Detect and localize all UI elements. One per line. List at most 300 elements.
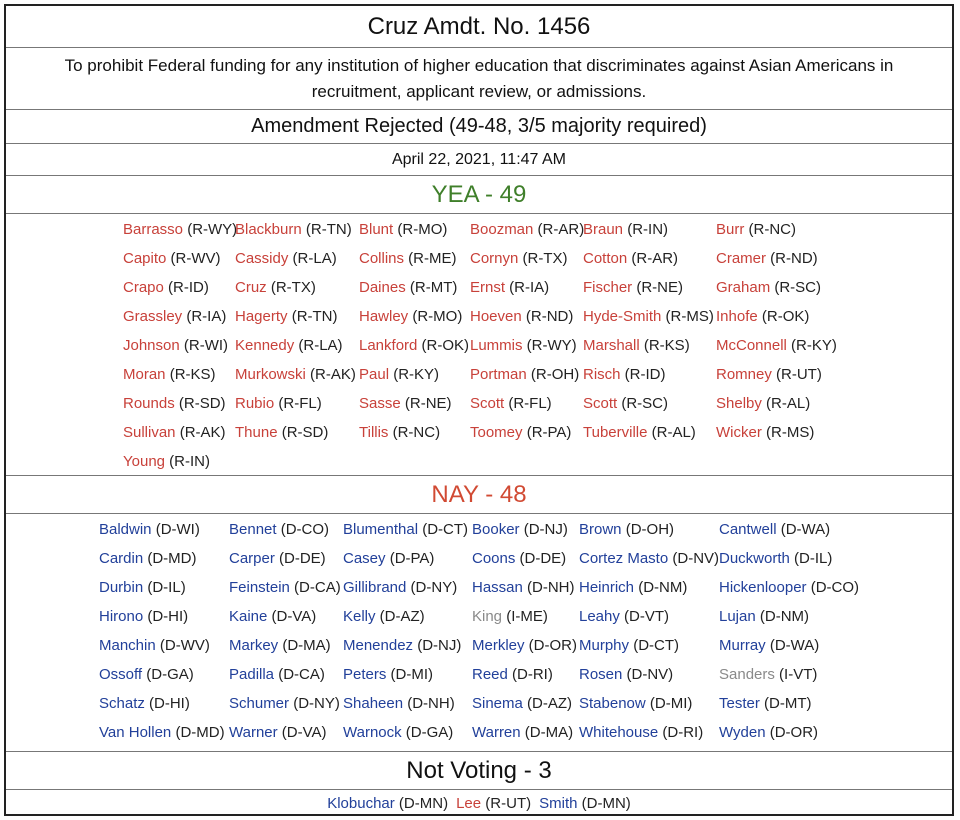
senator-name: Kennedy: [235, 337, 295, 354]
senator-entry: [579, 608, 669, 626]
senator-party-state: (R-WI): [179, 337, 229, 354]
senator-entry: [719, 608, 809, 626]
senator-party-state: (R-MT): [405, 279, 458, 296]
senator-entry: [99, 550, 197, 568]
senator-party-state: (D-CT): [418, 521, 469, 538]
vote-result: Amendment Rejected (49-48, 3/5 majority required): [6, 110, 952, 144]
senator-entry: [359, 250, 457, 268]
senator-entry: [235, 424, 328, 442]
senator-entry: [716, 366, 822, 384]
senator-party-state: (R-NE): [400, 395, 452, 412]
senator-entry: [583, 250, 678, 268]
yea-list: [6, 214, 952, 476]
senator-entry: [123, 221, 237, 239]
senator-name: Sanders: [719, 666, 775, 683]
senator-entry: [716, 337, 837, 355]
senator-party-state: (D-VA): [267, 608, 317, 625]
senator-name: Braun: [583, 221, 624, 238]
senator-party-state: (R-LA): [294, 337, 343, 354]
senator-party-state: (R-KY): [786, 337, 837, 354]
senator-party-state: (D-CA): [289, 579, 341, 596]
senator-entry: [343, 579, 457, 597]
senator-entry: [99, 724, 225, 742]
senator-name: Rosen: [579, 666, 623, 683]
senator-party-state: (R-TN): [287, 308, 338, 325]
senator-name: Blackburn: [235, 221, 302, 238]
senator-party-state: (D-NJ): [519, 521, 568, 538]
senator-entry: [470, 337, 577, 355]
senator-name: Feinstein: [229, 579, 290, 596]
senator-entry: [123, 424, 226, 442]
senator-name: Cardin: [99, 550, 144, 567]
senator-party-state: (D-NJ): [413, 637, 462, 654]
senator-party-state: (D-HI): [144, 695, 190, 712]
senator-name: Warner: [229, 724, 278, 741]
senator-party-state: (D-MA): [278, 637, 331, 654]
senator-party-state: (R-FL): [504, 395, 552, 412]
senator-party-state: (R-ID): [620, 366, 666, 383]
senator-entry: [229, 550, 326, 568]
senator-entry: [472, 695, 572, 713]
senator-name: Whitehouse: [579, 724, 659, 741]
senator-name: Grassley: [123, 308, 183, 325]
senator-entry: [470, 279, 549, 297]
senator-party-state: (D-MD): [171, 724, 225, 741]
senator-entry: [235, 250, 337, 268]
senator-party-state: (R-KY): [389, 366, 440, 383]
senator-name: Coons: [472, 550, 516, 567]
senator-entry: [343, 666, 433, 684]
senator-entry: [472, 550, 566, 568]
senator-name: Leahy: [579, 608, 620, 625]
senator-entry: [229, 637, 331, 655]
senator-entry: [719, 695, 812, 713]
senator-party-state: (D-DE): [274, 550, 326, 567]
senator-party-state: (R-ID): [163, 279, 209, 296]
senator-entry: [716, 250, 818, 268]
senator-name: Reed: [472, 666, 508, 683]
senator-name: Cruz: [235, 279, 267, 296]
senator-party-state: (D-MT): [759, 695, 812, 712]
senator-party-state: (D-WI): [151, 521, 200, 538]
senator-party-state: (D-GA): [142, 666, 194, 683]
senator-entry: [719, 724, 818, 742]
senator-name: Klobuchar: [327, 794, 395, 812]
senator-party-state: (R-SC): [617, 395, 669, 412]
senator-party-state: (R-KS): [639, 337, 690, 354]
senator-name: Murkowski: [235, 366, 306, 383]
senator-name: Sinema: [472, 695, 523, 712]
senator-entry: [229, 579, 341, 597]
senator-name: Murphy: [579, 637, 630, 654]
senator-name: Young: [123, 453, 165, 470]
senator-party-state: (R-ND): [766, 250, 818, 267]
senator-entry: [235, 366, 356, 384]
senator-name: Scott: [583, 395, 618, 412]
senator-party-state: (R-NC): [744, 221, 796, 238]
senator-name: McConnell: [716, 337, 787, 354]
senator-party-state: (D-VA): [277, 724, 327, 741]
senator-name: Tillis: [359, 424, 389, 441]
senator-name: Schatz: [99, 695, 145, 712]
senator-name: Cortez Masto: [579, 550, 669, 567]
senator-entry: [716, 279, 821, 297]
senator-party-state: (D-IL): [143, 579, 186, 596]
senator-party-state: (D-WA): [776, 521, 831, 538]
senator-entry: [123, 395, 226, 413]
senator-entry: [99, 695, 190, 713]
senator-entry: [716, 221, 796, 239]
senator-party-state: (D-PA): [385, 550, 435, 567]
senator-name: Sasse: [359, 395, 401, 412]
senator-entry: [716, 395, 810, 413]
senator-party-state: (D-CO): [276, 521, 330, 538]
senator-name: Hassan: [472, 579, 523, 596]
senator-name: Risch: [583, 366, 621, 383]
senator-entry: [583, 395, 668, 413]
senator-party-state: (R-KS): [165, 366, 216, 383]
senator-name: Tester: [719, 695, 760, 712]
senator-name: Shaheen: [343, 695, 404, 712]
senator-party-state: (R-FL): [274, 395, 322, 412]
senator-party-state: (D-MI): [386, 666, 434, 683]
senator-name: Blunt: [359, 221, 394, 238]
senator-party-state: (R-IN): [623, 221, 669, 238]
senator-entry: [719, 637, 819, 655]
senator-name: Hagerty: [235, 308, 288, 325]
senator-name: Paul: [359, 366, 390, 383]
senator-party-state: (R-LA): [288, 250, 337, 267]
senator-name: Schumer: [229, 695, 290, 712]
senator-party-state: (D-WV): [155, 637, 210, 654]
senator-name: Tuberville: [583, 424, 648, 441]
senator-party-state: (R-PA): [522, 424, 572, 441]
senator-name: Hyde-Smith: [583, 308, 662, 325]
senator-party-state: (D-NM): [755, 608, 810, 625]
senator-name: Lankford: [359, 337, 418, 354]
senator-name: Cantwell: [719, 521, 777, 538]
senator-name: Cornyn: [470, 250, 519, 267]
senator-name: Rounds: [123, 395, 175, 412]
senator-entry: [359, 279, 457, 297]
senator-party-state: (R-NE): [632, 279, 684, 296]
senator-party-state: (D-MN): [577, 794, 631, 812]
senator-entry: [472, 724, 573, 742]
senator-entry: [472, 521, 568, 539]
senator-name: Collins: [359, 250, 405, 267]
senator-name: Kelly: [343, 608, 376, 625]
senator-name: Blumenthal: [343, 521, 419, 538]
senator-name: Padilla: [229, 666, 275, 683]
senator-party-state: (D-NH): [403, 695, 455, 712]
senator-party-state: (R-IN): [165, 453, 210, 470]
senator-name: Hirono: [99, 608, 144, 625]
senator-party-state: (R-OK): [417, 337, 470, 354]
senator-party-state: (D-NV): [668, 550, 720, 567]
vote-record-sheet: [4, 4, 954, 816]
senator-entry: [583, 279, 683, 297]
senator-party-state: (R-UT): [771, 366, 822, 383]
senator-name: Thune: [235, 424, 278, 441]
senator-entry: [470, 424, 571, 442]
senator-party-state: (R-IA): [505, 279, 550, 296]
senator-entry: [359, 366, 439, 384]
senator-party-state: (D-MD): [143, 550, 197, 567]
senator-name: Hoeven: [470, 308, 522, 325]
senator-name: Boozman: [470, 221, 534, 238]
senator-party-state: (R-WV): [166, 250, 221, 267]
senator-name: Barrasso: [123, 221, 184, 238]
senator-name: Bennet: [229, 521, 277, 538]
senator-entry: [583, 221, 668, 239]
senator-party-state: (R-AL): [761, 395, 811, 412]
senator-party-state: (D-NV): [622, 666, 674, 683]
senator-entry: [99, 608, 188, 626]
senator-name: Fischer: [583, 279, 633, 296]
senator-party-state: (R-AR): [627, 250, 679, 267]
senator-party-state: (D-IL): [789, 550, 833, 567]
senator-name: Durbin: [99, 579, 144, 596]
senator-entry: [583, 308, 714, 326]
senator-party-state: (D-VT): [619, 608, 670, 625]
senator-party-state: (R-SD): [277, 424, 329, 441]
senator-entry: [123, 453, 210, 471]
senator-name: Kaine: [229, 608, 268, 625]
senator-name: Carper: [229, 550, 275, 567]
senator-entry: [359, 395, 452, 413]
senator-party-state: (D-CO): [806, 579, 860, 596]
senator-name: Romney: [716, 366, 772, 383]
senator-entry: [123, 250, 221, 268]
senator-party-state: (D-OR): [524, 637, 578, 654]
senator-name: Peters: [343, 666, 387, 683]
senator-name: Scott: [470, 395, 505, 412]
senator-entry: [470, 221, 584, 239]
yea-heading: YEA - 49: [6, 176, 952, 214]
senator-entry: [472, 608, 548, 626]
senator-entry: [99, 666, 194, 684]
senator-name: Booker: [472, 521, 520, 538]
senator-name: Inhofe: [716, 308, 758, 325]
senator-name: Shelby: [716, 395, 762, 412]
senator-entry: [359, 337, 469, 355]
senator-party-state: (D-MA): [520, 724, 574, 741]
senator-party-state: (R-NC): [388, 424, 441, 441]
senator-party-state: (R-OH): [526, 366, 580, 383]
senator-name: Markey: [229, 637, 279, 654]
senator-entry: [123, 366, 216, 384]
senator-name: Capito: [123, 250, 167, 267]
senator-party-state: (D-OH): [621, 521, 675, 538]
senator-entry: [235, 221, 352, 239]
senator-party-state: (R-AK): [305, 366, 356, 383]
senator-name: Ossoff: [99, 666, 143, 683]
senator-entry: [343, 550, 434, 568]
senator-party-state: (D-NM): [634, 579, 688, 596]
senator-entry: [583, 424, 696, 442]
senator-entry: [470, 308, 573, 326]
senator-name: Brown: [579, 521, 622, 538]
amendment-description: To prohibit Federal funding for any institution of higher education that discriminates against Asian Americans in recruitment, applicant review, or admissions.: [6, 48, 952, 110]
senator-name: Cramer: [716, 250, 767, 267]
senator-name: Lummis: [470, 337, 523, 354]
senator-entry: [343, 637, 461, 655]
senator-entry: [719, 666, 817, 684]
senator-entry: [229, 695, 340, 713]
senator-name: Marshall: [583, 337, 640, 354]
senator-name: Moran: [123, 366, 166, 383]
senator-party-state: (D-NY): [406, 579, 458, 596]
senator-entry: [235, 337, 343, 355]
senator-name: King: [472, 608, 503, 625]
senator-name: Sullivan: [123, 424, 176, 441]
senator-name: Cassidy: [235, 250, 289, 267]
senator-party-state: (D-NY): [289, 695, 340, 712]
senator-name: Casey: [343, 550, 386, 567]
senator-party-state: (R-AL): [647, 424, 696, 441]
senator-name: Crapo: [123, 279, 164, 296]
senator-name: Cotton: [583, 250, 628, 267]
senator-entry: [343, 608, 425, 626]
senator-party-state: (R-MO): [408, 308, 463, 325]
senator-party-state: (D-RI): [658, 724, 704, 741]
senator-party-state: (D-NH): [522, 579, 575, 596]
senator-entry: [229, 666, 325, 684]
senator-entry: [579, 666, 673, 684]
senator-name: Rubio: [235, 395, 275, 412]
senator-name: Warren: [472, 724, 521, 741]
senator-party-state: (D-MN): [394, 794, 449, 812]
senator-entry: [359, 424, 440, 442]
senator-party-state: (I-VT): [774, 666, 818, 683]
senator-name: Gillibrand: [343, 579, 407, 596]
not-voting-heading: Not Voting - 3: [6, 752, 952, 790]
senator-name: Merkley: [472, 637, 525, 654]
senator-entry: [327, 795, 448, 812]
senator-party-state: (R-TX): [266, 279, 316, 296]
vote-date: April 22, 2021, 11:47 AM: [6, 144, 952, 176]
senator-party-state: (R-AR): [533, 221, 585, 238]
senator-name: Wicker: [716, 424, 762, 441]
senator-party-state: (R-OK): [757, 308, 810, 325]
senator-party-state: (R-MO): [393, 221, 448, 238]
senator-party-state: (R-SD): [174, 395, 226, 412]
senator-party-state: (R-WY): [183, 221, 238, 238]
senator-party-state: (D-DE): [515, 550, 567, 567]
senator-name: Hickenlooper: [719, 579, 807, 596]
not-voting-list: [6, 790, 952, 816]
senator-name: Daines: [359, 279, 406, 296]
senator-name: Smith: [539, 794, 578, 812]
senator-entry: [359, 221, 447, 239]
senator-entry: [99, 637, 210, 655]
senator-party-state: (D-RI): [507, 666, 553, 683]
senator-entry: [719, 579, 859, 597]
senator-entry: [470, 395, 552, 413]
senator-name: Hawley: [359, 308, 409, 325]
nay-list: [6, 514, 952, 752]
senator-entry: [583, 366, 666, 384]
senator-entry: [229, 521, 329, 539]
senator-entry: [99, 521, 200, 539]
senator-party-state: (D-AZ): [522, 695, 573, 712]
senator-entry: [359, 308, 462, 326]
senator-entry: [343, 724, 453, 742]
senator-party-state: (R-TN): [301, 221, 352, 238]
senator-party-state: (R-ND): [521, 308, 574, 325]
senator-party-state: (D-CA): [274, 666, 325, 683]
senator-name: Van Hollen: [99, 724, 172, 741]
senator-party-state: (D-OR): [765, 724, 819, 741]
senator-entry: [579, 579, 687, 597]
senator-name: Heinrich: [579, 579, 635, 596]
senator-name: Lujan: [719, 608, 756, 625]
senator-entry: [579, 637, 679, 655]
senator-entry: [579, 695, 692, 713]
senator-name: Lee: [456, 794, 482, 812]
senator-entry: [472, 666, 553, 684]
senator-party-state: (R-MS): [661, 308, 714, 325]
senator-party-state: (R-UT): [481, 794, 532, 812]
senator-entry: [470, 366, 579, 384]
senator-entry: [229, 608, 316, 626]
senator-entry: [472, 637, 577, 655]
senator-name: Graham: [716, 279, 771, 296]
senator-name: Toomey: [470, 424, 523, 441]
senator-entry: [472, 579, 575, 597]
senator-entry: [235, 395, 322, 413]
senator-entry: [123, 308, 226, 326]
senator-name: Warnock: [343, 724, 402, 741]
senator-entry: [99, 579, 186, 597]
senator-party-state: (R-WY): [522, 337, 577, 354]
senator-party-state: (R-ME): [404, 250, 457, 267]
senator-entry: [716, 424, 814, 442]
nay-heading: NAY - 48: [6, 476, 952, 514]
amendment-title: Cruz Amdt. No. 1456: [6, 6, 952, 48]
senator-entry: [343, 695, 455, 713]
senator-party-state: (I-ME): [502, 608, 548, 625]
senator-entry: [579, 521, 674, 539]
senator-party-state: (D-HI): [143, 608, 189, 625]
senator-party-state: (D-AZ): [375, 608, 425, 625]
senator-name: Stabenow: [579, 695, 646, 712]
senator-entry: [229, 724, 327, 742]
senator-name: Burr: [716, 221, 745, 238]
senator-party-state: (D-GA): [401, 724, 454, 741]
senator-entry: [343, 521, 468, 539]
senator-entry: [579, 550, 719, 568]
senator-entry: [123, 337, 228, 355]
senator-entry: [719, 521, 830, 539]
senator-entry: [583, 337, 690, 355]
senator-party-state: (R-SC): [770, 279, 822, 296]
senator-entry: [235, 308, 338, 326]
senator-entry: [579, 724, 703, 742]
senator-name: Portman: [470, 366, 527, 383]
senator-entry: [123, 279, 209, 297]
senator-party-state: (D-CT): [629, 637, 680, 654]
senator-name: Menendez: [343, 637, 414, 654]
senator-entry: [539, 795, 631, 812]
senator-party-state: (R-MS): [761, 424, 815, 441]
senator-name: Ernst: [470, 279, 506, 296]
senator-entry: [716, 308, 809, 326]
senator-entry: [235, 279, 316, 297]
senator-entry: [719, 550, 832, 568]
senator-entry: [456, 795, 531, 812]
senator-name: Manchin: [99, 637, 156, 654]
